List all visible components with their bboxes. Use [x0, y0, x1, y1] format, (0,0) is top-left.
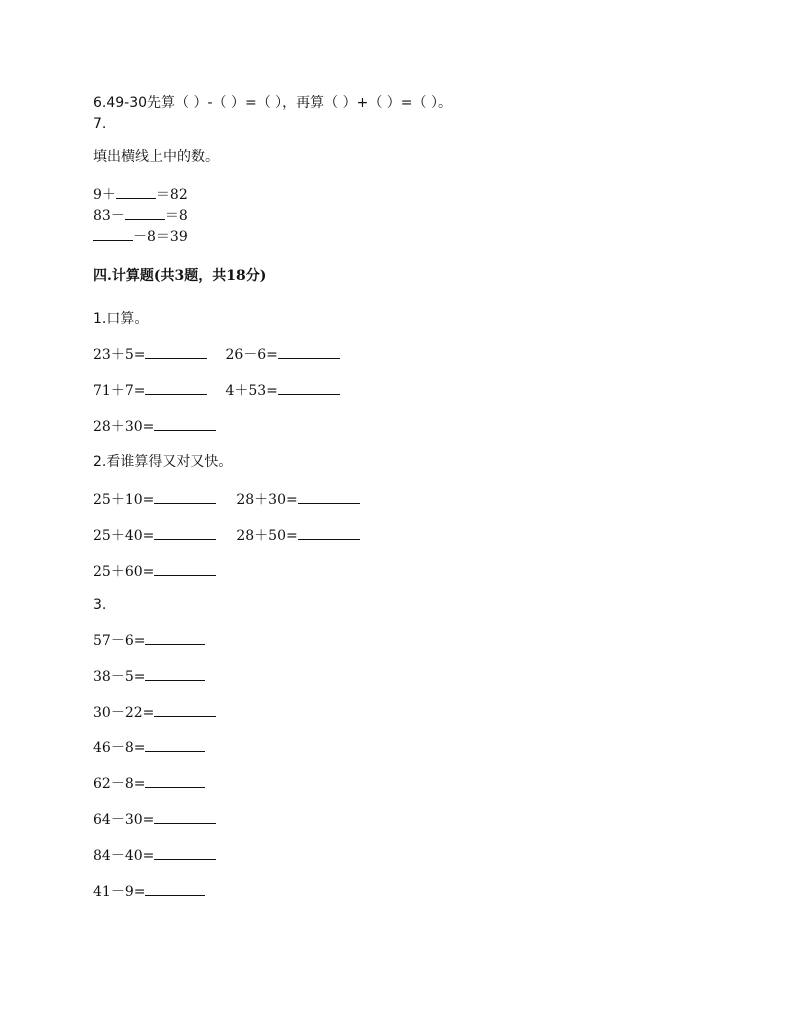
problem-3-title-text: 3. — [93, 597, 107, 613]
problem-1-title — [93, 311, 148, 327]
equation-text: 41－9= — [93, 884, 146, 900]
equation-text: 25＋60= — [93, 564, 155, 580]
equation-text: 71＋7= — [93, 383, 146, 399]
answer-blank[interactable] — [93, 228, 133, 241]
problem-3-row-5 — [93, 775, 205, 792]
equation-text: 57－6= — [93, 633, 146, 649]
answer-blank[interactable] — [145, 739, 205, 752]
answer-blank[interactable] — [278, 346, 340, 359]
equation-text: 46－8= — [93, 740, 146, 756]
answer-blank[interactable] — [145, 632, 205, 645]
question-7-equation-2 — [93, 207, 188, 224]
answer-blank[interactable] — [154, 704, 216, 717]
problem-1-title-text: 1.口算。 — [93, 311, 149, 327]
answer-blank[interactable] — [278, 382, 340, 395]
problem-1-row-3 — [93, 418, 216, 435]
answer-blank[interactable] — [154, 563, 216, 576]
answer-blank[interactable] — [298, 527, 360, 540]
problem-3-row-6 — [93, 811, 216, 828]
question-7-number-text: 7. — [93, 116, 107, 132]
equation-text: ＝8 — [164, 208, 188, 224]
equation-text: 23＋5= — [93, 347, 146, 363]
problem-3-row-1 — [93, 632, 205, 649]
problem-3-row-3 — [93, 704, 216, 721]
equation-text: 84－40= — [93, 848, 155, 864]
answer-blank[interactable] — [154, 847, 216, 860]
problem-2-title-text: 2.看谁算得又对又快。 — [93, 454, 233, 470]
problem-3-row-7 — [93, 847, 216, 864]
problem-2-row-2 — [93, 527, 360, 544]
problem-2-title — [93, 454, 232, 470]
problem-3-row-2 — [93, 668, 205, 685]
problem-2-row-1 — [93, 491, 360, 508]
answer-blank[interactable] — [154, 527, 216, 540]
equation-text: 4＋53= — [225, 383, 278, 399]
equation-text: 25＋40= — [93, 528, 155, 544]
equation-text: 26－6= — [225, 347, 278, 363]
question-7-number — [93, 116, 106, 132]
answer-blank[interactable] — [154, 418, 216, 431]
question-6 — [93, 95, 452, 111]
answer-blank[interactable] — [116, 186, 156, 199]
answer-blank[interactable] — [145, 668, 205, 681]
question-7-instruction — [93, 149, 219, 165]
equation-text: －8＝39 — [133, 229, 188, 245]
problem-1-row-1 — [93, 346, 340, 363]
problem-3-row-8 — [93, 883, 205, 900]
equation-text: 64－30= — [93, 812, 155, 828]
answer-blank[interactable] — [145, 775, 205, 788]
answer-blank[interactable] — [145, 883, 205, 896]
answer-blank[interactable] — [125, 207, 165, 220]
problem-1-row-2 — [93, 382, 340, 399]
answer-blank[interactable] — [145, 382, 207, 395]
answer-blank[interactable] — [298, 491, 360, 504]
section-4-title — [93, 268, 266, 284]
equation-text: 28＋30= — [93, 419, 155, 435]
answer-blank[interactable] — [154, 491, 216, 504]
equation-text: 28＋50= — [236, 528, 298, 544]
equation-text: 30－22= — [93, 705, 155, 721]
equation-text: 83－ — [93, 208, 125, 224]
answer-blank[interactable] — [154, 811, 216, 824]
question-7-instruction-text: 填出横线上中的数。 — [93, 149, 219, 165]
question-7-equation-1 — [93, 186, 188, 203]
equation-text: 25＋10= — [93, 492, 155, 508]
problem-2-row-3 — [93, 563, 216, 580]
answer-blank[interactable] — [145, 346, 207, 359]
equation-text: 9＋ — [93, 187, 116, 203]
equation-text: ＝82 — [155, 187, 188, 203]
section-4-title-text: 四.计算题(共3题，共18分) — [93, 268, 267, 284]
question-7-equation-3 — [93, 228, 188, 245]
problem-3-title — [93, 597, 106, 613]
equation-text: 62－8= — [93, 776, 146, 792]
problem-3-row-4 — [93, 739, 205, 756]
question-6-text: 6.49-30先算（ ）-（ ）=（ ），再算（ ）+（ ）=（ ）。 — [93, 95, 452, 111]
equation-text: 28＋30= — [236, 492, 298, 508]
equation-text: 38－5= — [93, 669, 146, 685]
